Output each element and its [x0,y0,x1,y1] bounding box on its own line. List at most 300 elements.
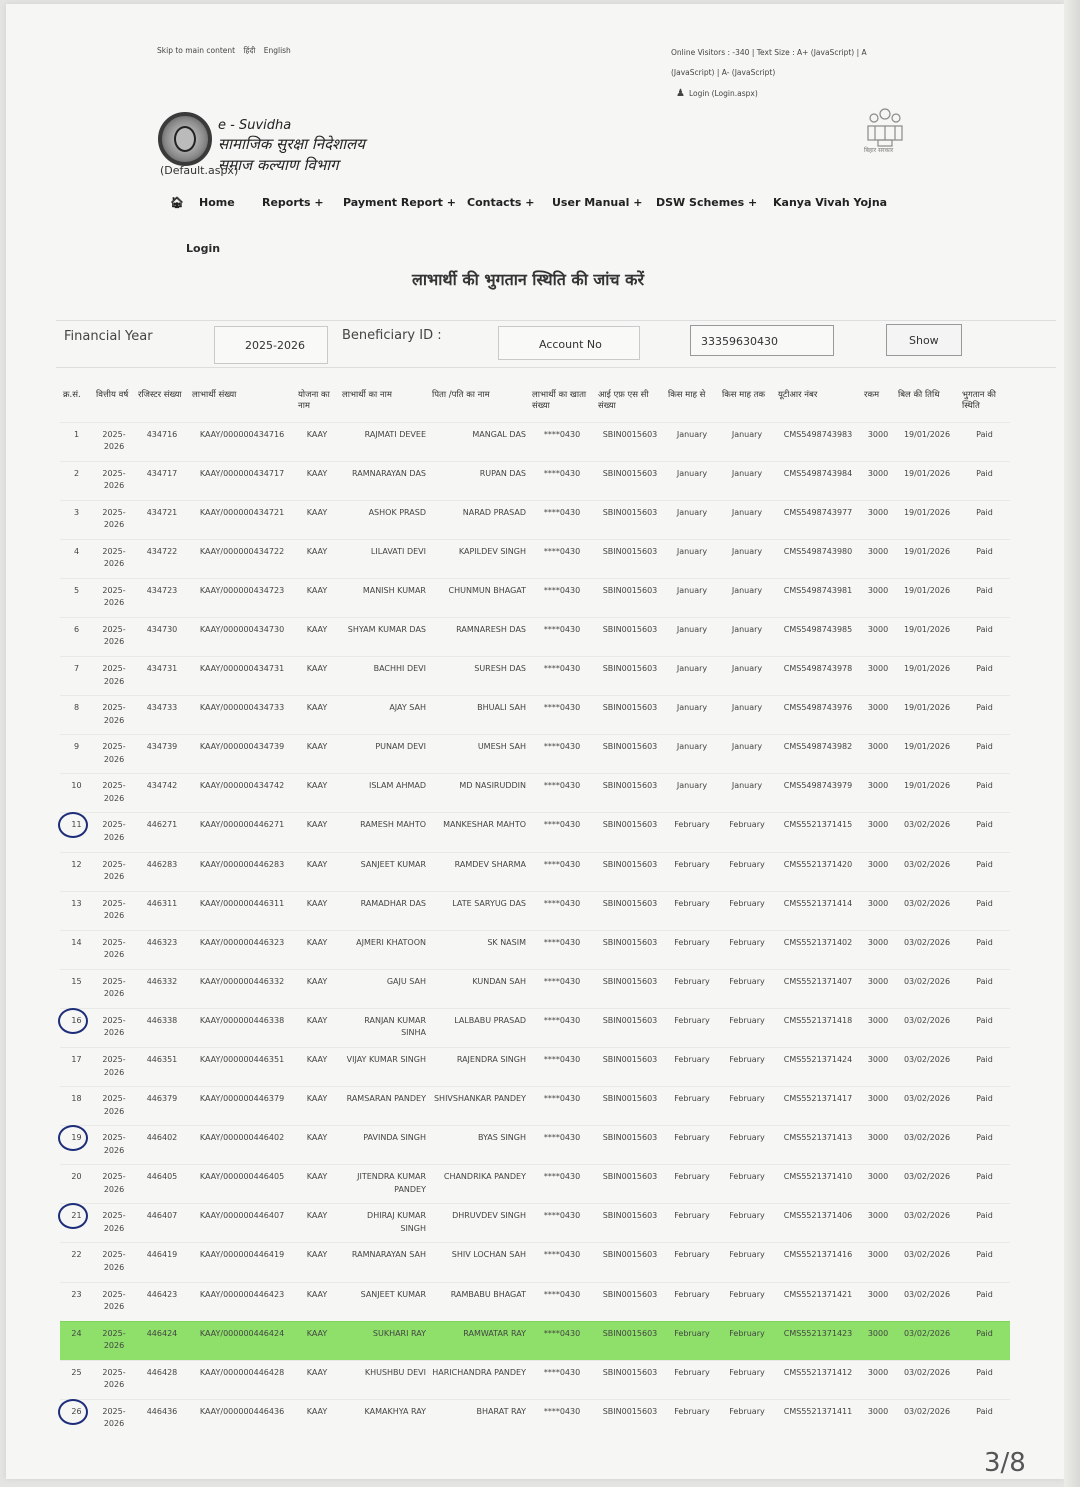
table-cell: 2025-2026 [93,1008,135,1047]
table-cell: AJMERI KHATOON [339,930,429,969]
hindi-link[interactable]: हिंदी [243,46,256,55]
account-type-select[interactable]: Account No [498,326,640,360]
table-cell: RAJENDRA SINGH [429,1048,529,1087]
table-cell: MANGAL DAS [429,422,529,461]
table-cell: ****0430 [529,422,595,461]
table-row [60,1165,1010,1204]
table-cell: February [719,1243,775,1282]
table-cell: February [719,1048,775,1087]
table-cell: 3000 [861,1243,895,1282]
table-cell: KAAY/000000434722 [189,539,295,578]
table-cell: KAAY [295,1360,339,1399]
table-cell: Paid [959,1321,1010,1360]
table-cell: Paid [959,774,1010,813]
table-cell [60,539,93,578]
table-cell: 2025-2026 [93,1282,135,1321]
table-row [60,1243,1010,1282]
table-cell: KAAY [295,539,339,578]
table-row [60,813,1010,852]
table-cell: KAAY/000000446402 [189,1126,295,1165]
table-cell: 3000 [861,657,895,696]
table-cell: LILAVATI DEVI [339,539,429,578]
serial-number: 22 [71,1250,82,1260]
english-link[interactable]: English [263,46,291,55]
table-cell: KAAY/000000446351 [189,1048,295,1087]
table-row [60,1087,1010,1126]
table-cell: January [665,500,719,539]
table-cell [60,500,93,539]
table-cell: MANKESHAR MAHTO [429,813,529,852]
serial-number: 12 [71,859,82,869]
table-cell: 2025-2026 [93,1048,135,1087]
table-cell: CMS5521371406 [775,1204,861,1243]
top-login-link[interactable] [676,88,758,99]
table-cell: ASHOK PRASD [339,500,429,539]
table-cell: ****0430 [529,696,595,735]
column-header: क्र.सं. [63,390,81,400]
table-cell: SBIN0015603 [595,1204,665,1243]
table-cell [60,852,93,891]
table-cell: 446323 [135,930,189,969]
brand-line-1: e - Suvidha [218,118,292,133]
table-cell: CMS5521371417 [775,1087,861,1126]
table-row [60,1399,1010,1438]
table-cell: Paid [959,696,1010,735]
table-cell: 446419 [135,1243,189,1282]
table-cell: 19/01/2026 [895,500,959,539]
table-cell: RAMDEV SHARMA [429,852,529,891]
table-cell: 03/02/2026 [895,1165,959,1204]
table-cell: Paid [959,1243,1010,1282]
table-cell: 19/01/2026 [895,578,959,617]
table-cell: UMESH SAH [429,735,529,774]
table-cell: RAMNARESH DAS [429,617,529,656]
table-cell: CMS5498743983 [775,422,861,461]
table-cell: 3000 [861,617,895,656]
table-cell: February [719,1360,775,1399]
table-cell: 3000 [861,1008,895,1047]
table-cell: Paid [959,930,1010,969]
table-cell: 3000 [861,578,895,617]
table-cell: January [719,461,775,500]
table-cell: CMS5498743982 [775,735,861,774]
table-cell: VIJAY KUMAR SINGH [339,1048,429,1087]
table-cell: 03/02/2026 [895,1282,959,1321]
table-cell: February [665,1048,719,1087]
table-cell: 2025-2026 [93,1243,135,1282]
table-cell: Paid [959,1048,1010,1087]
table-cell: January [719,617,775,656]
table-cell [60,930,93,969]
table-cell: Paid [959,657,1010,696]
table-cell: 03/02/2026 [895,1360,959,1399]
table-cell: 3000 [861,500,895,539]
nav-home[interactable]: Home [199,196,235,209]
table-cell: SBIN0015603 [595,617,665,656]
table-cell: 2025-2026 [93,539,135,578]
table-cell: February [719,813,775,852]
table-cell: KAAY/000000446338 [189,1008,295,1047]
table-cell: ****0430 [529,1126,595,1165]
table-cell: SBIN0015603 [595,1165,665,1204]
table-cell: 2025-2026 [93,422,135,461]
table-cell: ****0430 [529,1399,595,1438]
table-cell: SBIN0015603 [595,461,665,500]
table-cell: February [665,1282,719,1321]
table-cell: 2025-2026 [93,1087,135,1126]
column-header: आई एफ़ एस सी संख्या [598,390,649,411]
table-cell: SBIN0015603 [595,696,665,735]
table-cell: BHARAT RAY [429,1399,529,1438]
table-cell: 446424 [135,1321,189,1360]
serial-number: 8 [73,703,80,713]
table-cell: SBIN0015603 [595,578,665,617]
column-header: रकम [864,390,880,400]
serial-number: 18 [71,1094,82,1104]
column-header: लाभार्थी संख्या [192,390,237,400]
top-links [157,46,297,56]
table-cell: CHANDRIKA PANDEY [429,1165,529,1204]
table-cell: SUKHARI RAY [339,1321,429,1360]
table-cell: 446402 [135,1126,189,1165]
table-cell: ****0430 [529,539,595,578]
table-cell: January [719,735,775,774]
table-cell: KAAY/000000434733 [189,696,295,735]
table-cell: CMS5521371407 [775,969,861,1008]
table-cell: February [665,1399,719,1438]
table-row [60,930,1010,969]
table-cell: KAAY/000000434717 [189,461,295,500]
nav-kanya-vivah[interactable]: Kanya Vivah Yojna [773,196,888,209]
table-cell: HARICHANDRA PANDEY [429,1360,529,1399]
table-cell: 2025-2026 [93,696,135,735]
table-cell: ****0430 [529,1321,595,1360]
table-cell: 2025-2026 [93,969,135,1008]
table-cell: Paid [959,422,1010,461]
table-cell: CMS5498743977 [775,500,861,539]
table-cell: 434722 [135,539,189,578]
table-cell: KAAY [295,461,339,500]
table-cell: Paid [959,969,1010,1008]
table-row [60,1048,1010,1087]
table-cell: 3000 [861,891,895,930]
table-row [60,1008,1010,1047]
table-cell: Paid [959,1399,1010,1438]
table-cell: CMS5521371416 [775,1243,861,1282]
table-row [60,852,1010,891]
table-row [60,735,1010,774]
table-cell: February [665,930,719,969]
table-cell: 19/01/2026 [895,735,959,774]
table-cell: SBIN0015603 [595,735,665,774]
table-cell: RAMWATAR RAY [429,1321,529,1360]
table-cell: KAAY/000000434739 [189,735,295,774]
table-cell: ****0430 [529,1008,595,1047]
serial-number: 20 [71,1172,82,1182]
table-cell: Paid [959,813,1010,852]
table-cell: CMS5521371424 [775,1048,861,1087]
table-row [60,696,1010,735]
table-cell: KAPILDEV SINGH [429,539,529,578]
table-cell: 2025-2026 [93,1165,135,1204]
nav-payment-report[interactable]: Payment Report + [343,196,456,209]
table-cell: SBIN0015603 [595,969,665,1008]
table-cell: February [665,1360,719,1399]
table-cell: KAAY/000000434731 [189,657,295,696]
table-cell: SBIN0015603 [595,930,665,969]
table-cell: 3000 [861,1399,895,1438]
table-cell: RAMBABU BHAGAT [429,1282,529,1321]
table-cell: 2025-2026 [93,930,135,969]
table-cell: January [665,735,719,774]
table-cell: 2025-2026 [93,1321,135,1360]
page-number: 3/8 [984,1448,1026,1478]
table-cell: February [719,891,775,930]
skip-link[interactable]: Skip to main content [157,46,236,55]
table-cell [60,617,93,656]
table-cell: February [719,1165,775,1204]
table-cell: 3000 [861,735,895,774]
table-cell: CHUNMUN BHAGAT [429,578,529,617]
nav-login[interactable]: Login [186,242,221,255]
table-cell: 2025-2026 [93,1360,135,1399]
table-cell: KAAY/000000446332 [189,969,295,1008]
column-header: किस माह से [668,390,706,400]
table-cell: 03/02/2026 [895,1399,959,1438]
account-number-input[interactable]: 33359630430 [690,325,834,356]
default-link[interactable]: (Default.aspx) [160,164,239,177]
table-cell: KAAY [295,500,339,539]
table-cell: February [719,1008,775,1047]
column-header: रजिस्टर संख्या [138,390,182,400]
table-cell: 19/01/2026 [895,696,959,735]
table-cell: ISLAM AHMAD [339,774,429,813]
table-row [60,1321,1010,1360]
beneficiary-id-label: Beneficiary ID : [342,328,442,343]
table-cell: 19/01/2026 [895,539,959,578]
table-row [60,461,1010,500]
table-cell: 2025-2026 [93,774,135,813]
table-cell: SBIN0015603 [595,422,665,461]
user-icon: ♟ [676,88,685,99]
table-cell: KAAY/000000446405 [189,1165,295,1204]
table-cell: Paid [959,852,1010,891]
table-cell: KAAY [295,813,339,852]
column-header: लाभार्थी का नाम [342,390,392,400]
table-cell: SBIN0015603 [595,774,665,813]
table-cell: ****0430 [529,1165,595,1204]
table-cell [60,1399,93,1438]
table-cell: 446428 [135,1360,189,1399]
table-cell: SBIN0015603 [595,1360,665,1399]
nav-user-manual[interactable]: User Manual + [552,196,643,209]
table-cell: 03/02/2026 [895,930,959,969]
visitor-text-2: (JavaScript) | A- (JavaScript) [671,68,776,77]
table-cell: 19/01/2026 [895,774,959,813]
table-cell: KAAY [295,774,339,813]
table-cell: 3000 [861,1165,895,1204]
table-cell: KAAY [295,578,339,617]
table-cell: February [665,1243,719,1282]
table-cell: February [665,1321,719,1360]
table-cell [60,1008,93,1047]
table-cell: January [665,461,719,500]
table-cell: SANJEET KUMAR [339,852,429,891]
table-cell: February [719,1399,775,1438]
table-cell: SANJEET KUMAR [339,1282,429,1321]
financial-year-select[interactable]: 2025-2026 [214,326,328,364]
table-cell: KHUSHBU DEVI [339,1360,429,1399]
table-cell: ****0430 [529,1360,595,1399]
table-cell: KAAY [295,1087,339,1126]
table-cell: KAAY/000000446419 [189,1243,295,1282]
table-cell: CMS5498743978 [775,657,861,696]
table-row [60,891,1010,930]
column-header: लाभार्थी का खाता संख्या [532,390,587,411]
table-row [60,500,1010,539]
table-cell: 03/02/2026 [895,969,959,1008]
table-cell: 2025-2026 [93,617,135,656]
nav-contacts[interactable]: Contacts + [467,196,535,209]
table-cell: ****0430 [529,891,595,930]
table-cell: KAAY/000000434723 [189,578,295,617]
table-cell: RAJMATI DEVEE [339,422,429,461]
table-cell: 446283 [135,852,189,891]
table-cell: January [665,539,719,578]
table-cell: January [665,657,719,696]
table-cell: 3000 [861,852,895,891]
serial-number: 17 [71,1055,82,1064]
serial-number: 13 [71,898,82,908]
table-cell: CMS5498743984 [775,461,861,500]
table-cell: LATE SARYUG DAS [429,891,529,930]
table-cell: KAAY [295,1399,339,1438]
table-cell: Paid [959,1126,1010,1165]
table-cell: RAMNARAYAN DAS [339,461,429,500]
table-cell: KAAY [295,852,339,891]
table-cell: February [665,891,719,930]
table-cell: CMS5521371413 [775,1126,861,1165]
table-cell: KAAY [295,1204,339,1243]
serial-number: 11 [71,820,82,830]
table-cell: RAMADHAR DAS [339,891,429,930]
table-cell [60,1204,93,1243]
nav-dsw-schemes[interactable]: DSW Schemes + [656,196,758,209]
table-cell: KAAY/000000446323 [189,930,295,969]
table-cell: 2025-2026 [93,813,135,852]
table-cell: 446271 [135,813,189,852]
table-cell: KAAY/000000446423 [189,1282,295,1321]
serial-number: 5 [73,585,80,595]
table-cell: KUNDAN SAH [429,969,529,1008]
table-cell [60,1048,93,1087]
table-cell: 03/02/2026 [895,1126,959,1165]
table-cell: 3000 [861,1282,895,1321]
table-cell: 2025-2026 [93,1399,135,1438]
search-form [56,320,1056,368]
table-cell: Paid [959,461,1010,500]
table-cell: SBIN0015603 [595,1243,665,1282]
table-cell: Paid [959,1282,1010,1321]
table-cell: RANJAN KUMAR SINHA [339,1008,429,1047]
table-cell: February [719,852,775,891]
table-cell: 2025-2026 [93,461,135,500]
table-cell: ****0430 [529,1087,595,1126]
table-cell: KAAY/000000446271 [189,813,295,852]
table-row [60,1204,1010,1243]
table-cell: KAAY [295,617,339,656]
table-cell: BHUALI SAH [429,696,529,735]
table-cell: 3000 [861,1087,895,1126]
table-cell: 3000 [861,969,895,1008]
table-cell: ****0430 [529,617,595,656]
table-cell: February [665,1087,719,1126]
table-cell: February [719,1321,775,1360]
table-cell: 434723 [135,578,189,617]
serial-number: 14 [71,937,82,947]
table-cell: February [719,1126,775,1165]
table-cell: 3000 [861,1126,895,1165]
brand-line-3: समाज कल्याण विभाग [218,156,339,174]
table-cell: Paid [959,1204,1010,1243]
table-cell: February [665,852,719,891]
table-cell: 3000 [861,813,895,852]
table-cell [60,1165,93,1204]
table-cell: MD NASIRUDDIN [429,774,529,813]
table-cell: 2025-2026 [93,1126,135,1165]
table-cell: January [719,500,775,539]
visitor-info [671,43,901,83]
serial-number: 7 [73,664,80,674]
table-cell [60,696,93,735]
table-cell: SBIN0015603 [595,852,665,891]
column-header: बिल की तिथि [898,390,940,400]
table-cell: 03/02/2026 [895,1048,959,1087]
column-header: यूटीआर नंबर [778,390,818,400]
table-cell: KAAY/000000446407 [189,1204,295,1243]
table-cell: KAAY/000000434730 [189,617,295,656]
table-cell: 2025-2026 [93,578,135,617]
table-cell: SBIN0015603 [595,1008,665,1047]
serial-number: 21 [71,1211,82,1221]
table-cell: 3000 [861,1360,895,1399]
table-cell: CMS5521371421 [775,1282,861,1321]
table-cell: ****0430 [529,657,595,696]
table-cell: JITENDRA KUMAR PANDEY [339,1165,429,1204]
table-cell: ****0430 [529,1243,595,1282]
table-cell: 2025-2026 [93,852,135,891]
table-cell [60,1126,93,1165]
table-cell: 2025-2026 [93,657,135,696]
table-cell: GAJU SAH [339,969,429,1008]
table-cell: SK NASIM [429,930,529,969]
table-cell: KAAY/000000434742 [189,774,295,813]
table-cell: NARAD PRASAD [429,500,529,539]
table-cell: February [665,1008,719,1047]
table-cell: KAAY/000000446379 [189,1087,295,1126]
home-icon[interactable]: 🏠︎ [170,196,184,209]
table-cell: KAAY [295,969,339,1008]
table-cell: KAAY [295,657,339,696]
nav-reports[interactable]: Reports + [262,196,324,209]
table-cell [60,813,93,852]
show-button[interactable]: Show [886,324,962,356]
table-cell: 434731 [135,657,189,696]
table-cell: CMS5521371420 [775,852,861,891]
table-cell: ****0430 [529,1048,595,1087]
table-cell: 446351 [135,1048,189,1087]
table-row [60,1360,1010,1399]
